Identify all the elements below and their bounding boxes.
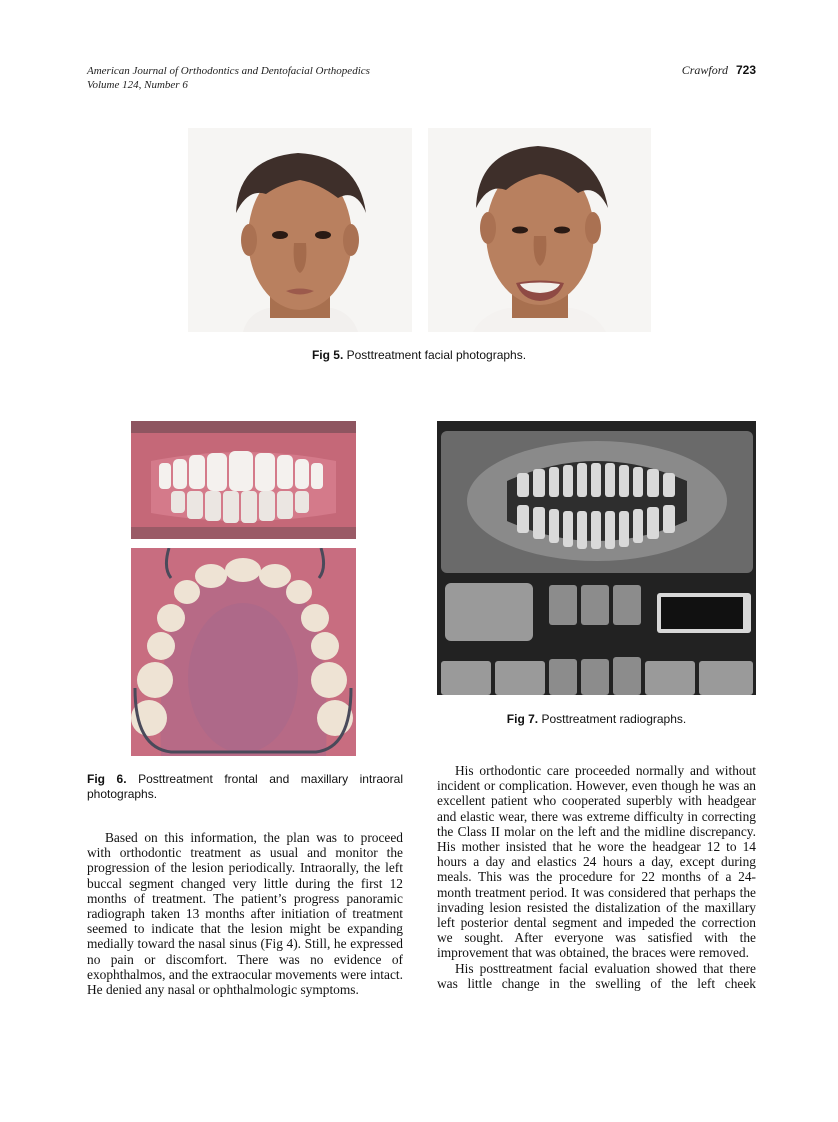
journal-title: American Journal of Orthodontics and Dentofacial Orthopedics [87, 65, 370, 77]
fig5-photo-smile [428, 128, 651, 332]
paragraph: Based on this information, the plan was to proceed with orthodontic treatment as usual and monitor the progression of the lesion periodically. Intraorally, the left buccal segment changed very little during the first 12 months of treatment. The patient’s progress panoramic radiograph taken 13 months after initiation of treatment seemed to indicate that the lesion might be expanding medially toward the nasal sinus (Fig 4). Still, he expressed no pain or discomfort. There was no evidence of exophthalmos, and the extraocular movements were intact. He denied any nasal or ophthalmologic symptoms. [87, 830, 403, 998]
journal-volume: Volume 124, Number 6 [87, 79, 188, 91]
paragraph: His posttreatment facial evaluation showed that there was little change in the swelling of the left cheek [437, 960, 756, 991]
running-header [87, 64, 370, 92]
page-number: 723 [735, 63, 756, 77]
author-name: Crawford [681, 63, 728, 77]
fig7-caption [437, 712, 756, 727]
frontal-intraoral-image [131, 421, 356, 539]
fig7-label: Fig 7. [506, 712, 539, 726]
fig6-caption [87, 772, 403, 802]
right-column-text [437, 763, 756, 991]
left-column-text [87, 830, 403, 997]
fig7-radiographs [437, 421, 756, 695]
fig6-photo-maxillary-occlusal [131, 548, 356, 756]
fig5-photo-repose [188, 128, 412, 332]
fig6-label: Fig 6. [87, 772, 127, 786]
face-smile-image [428, 128, 651, 332]
maxillary-occlusal-image [131, 548, 356, 756]
paragraph: His orthodontic care proceeded normally and without incident or complication. However, even though he was an excellent patient who cooperated superbly with headgear and elastic wear, there was extreme difficulty in correcting the Class II molar on the left and the midline discrepancy. His mother insisted that he wore the headgear 12 to 14 hours a day and elastics 24 hours a day, except during meals. This was the procedure for 22 months of a 24-month treatment period. It was considered that perhaps the invading lesion resisted the distalization of the maxillary left posterior dental segment and impeded the correction we sought. After everyone was satisfied with the improvement that was obtained, the braces were removed. [437, 763, 756, 961]
fig7-caption-text: Posttreatment radiographs. [541, 712, 687, 726]
running-header-right [682, 63, 756, 77]
face-repose-image [188, 128, 412, 332]
fig5-caption [0, 348, 838, 363]
fig6-photo-frontal-intraoral [131, 421, 356, 539]
fig5-caption-text: Posttreatment facial photographs. [346, 348, 527, 362]
fig5-label: Fig 5. [311, 348, 344, 362]
radiograph-image [437, 421, 756, 695]
fig6-caption-text: Posttreatment frontal and maxillary intraoral photographs. [87, 772, 403, 801]
